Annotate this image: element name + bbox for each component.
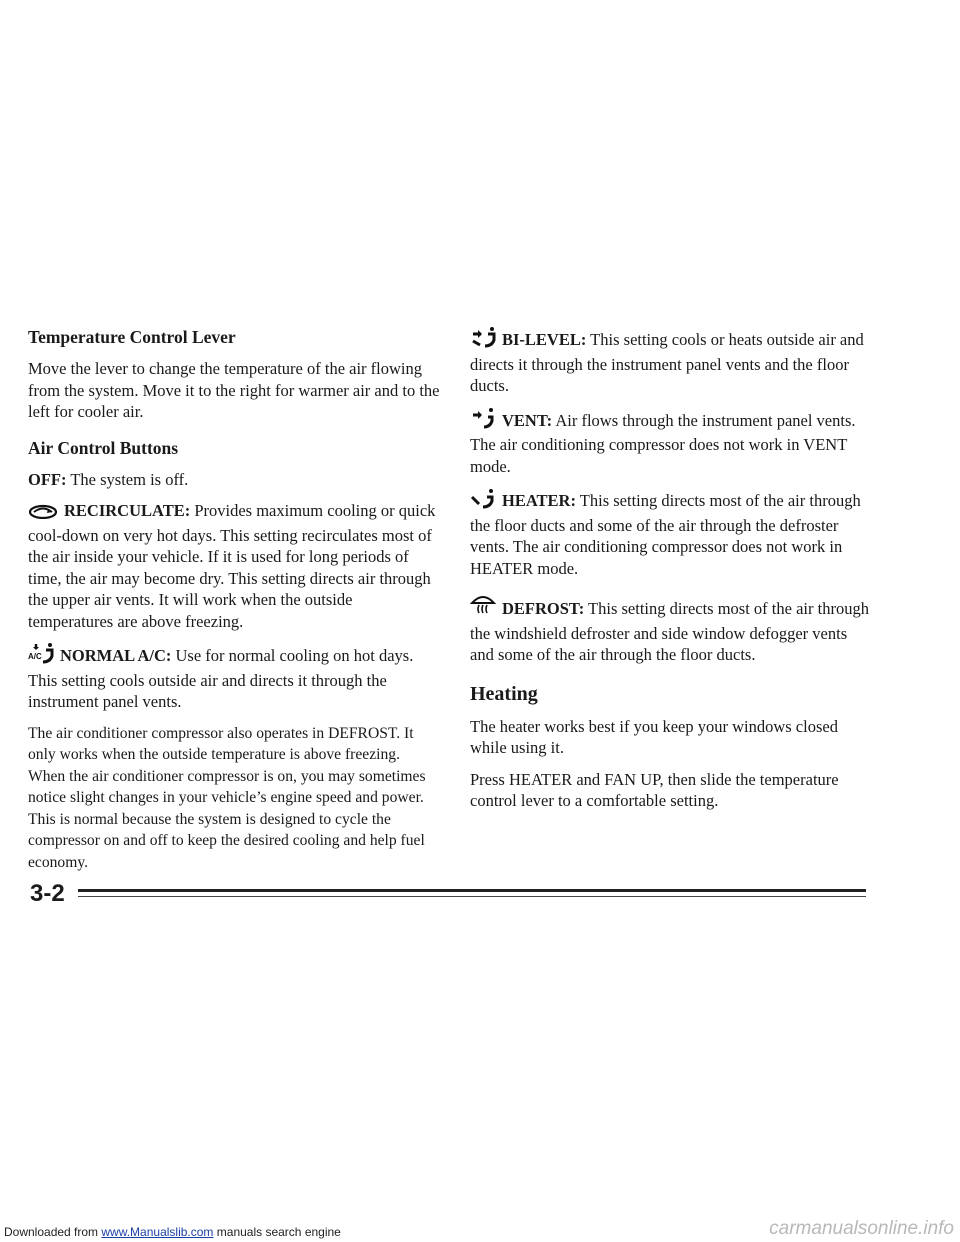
download-notice [4, 1225, 341, 1239]
air-control-heading: Air Control Buttons [28, 437, 179, 458]
footer-rule-thick [78, 889, 866, 892]
defrost-icon [470, 593, 496, 623]
heater-text: This setting directs most of the air through the floor ducts and some of the air through the defroster vents. The air conditioning compressor does not work in HEATER mode. [470, 491, 861, 578]
heater-paragraph [470, 487, 870, 579]
off-paragraph [28, 469, 440, 491]
heating-text-1: The heater works best if you keep your windows closed while using it. [470, 716, 838, 757]
watermark: carmanualsonline.info [769, 1218, 954, 1239]
bi-level-icon [470, 326, 496, 354]
heater-icon [470, 487, 496, 515]
vent-text: Air flows through the instrument panel vents. The air conditioning compressor does not work in VENT mode. [470, 410, 856, 476]
temperature-control-heading: Temperature Control Lever [28, 327, 236, 347]
normal-ac-paragraph [28, 642, 440, 713]
vent-label: VENT: [502, 410, 553, 430]
recirculate-label: RECIRCULATE: [64, 501, 191, 520]
footer-rule-thin [78, 896, 866, 897]
heating-text-2: Press HEATER and FAN UP, then slide the temperature control lever to a comfortable setting. [470, 769, 839, 810]
temperature-control-text: Move the lever to change the temperature of the air flowing from the system. Move it to the right for warmer air and to the left for cooler air. [28, 359, 440, 421]
normal-ac-text: Use for normal cooling on hot days. This setting cools outside air and directs it through the instrument panel vents. [28, 646, 414, 711]
defrost-label: DEFROST: [502, 599, 585, 618]
page-number: 3-2 [30, 880, 65, 907]
bi-level-paragraph [470, 326, 870, 397]
download-suffix: manuals search engine [213, 1225, 341, 1239]
heater-label: HEATER: [502, 491, 576, 510]
defrost-paragraph [470, 593, 870, 666]
compressor-paragraph: The air conditioner compressor also operates in DEFROST. It only works when the outside temperature is above freezing. When the air conditioner compressor is on, you may sometimes notice slight changes in your vehicle’s engine speed and power. This is normal because the system is designed to cycle the compressor on and off to keep the desired cooling and help fuel economy. [28, 724, 426, 871]
normal-ac-label: NORMAL A/C: [60, 646, 172, 665]
heating-heading: Heating [470, 682, 538, 705]
defrost-text: This setting directs most of the air through the windshield defroster and side window defogger vents and some of the air through the floor ducts. [470, 599, 869, 664]
normal-ac-icon [28, 642, 54, 670]
vent-paragraph [470, 407, 870, 478]
off-text: The system is off. [66, 469, 189, 489]
bi-level-text: This setting cools or heats outside air and directs it through the instrument panel vents and the floor ducts. [470, 330, 864, 395]
recirculate-icon [28, 503, 58, 525]
right-column [470, 326, 870, 822]
manualslib-link[interactable]: www.Manualslib.com [101, 1225, 214, 1239]
recirculate-paragraph [28, 500, 440, 632]
off-label: OFF: [28, 469, 67, 489]
left-column [28, 326, 440, 883]
vent-icon [470, 407, 496, 435]
svg-text:A/C: A/C [28, 652, 42, 661]
bi-level-label: BI-LEVEL: [502, 330, 587, 349]
download-prefix: Downloaded from [4, 1225, 102, 1239]
recirculate-text: Provides maximum cooling or quick cool-down on very hot days. This setting recirculates most of the air inside your vehicle. If it is used for long periods of time, the air may become dry. This setting directs air through the upper air vents. It will work when the outside temperatures are above freezing. [28, 501, 436, 631]
